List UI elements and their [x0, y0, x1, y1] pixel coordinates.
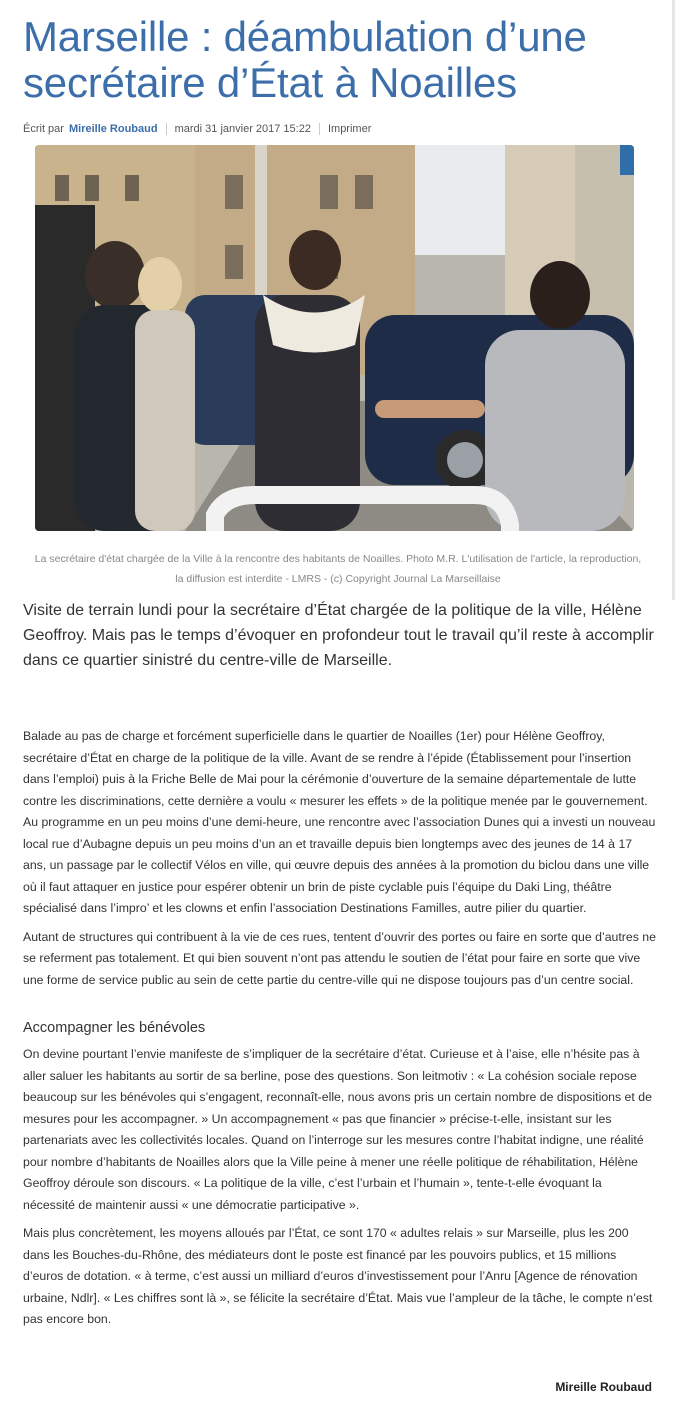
written-by-label: Écrit par	[23, 123, 64, 135]
article-body	[23, 726, 657, 1338]
author-link[interactable]: Mireille Roubaud	[68, 123, 158, 135]
body-paragraph: On devine pourtant l’envie manifeste de s’impliquer de la secrétaire d’état. Curieuse et à l’aise, elle n’hésite pas à aller saluer les habitants au sortir de sa berline, pose des questions. Son leitmotiv : « La cohésion sociale repose beaucoup sur les bénévoles qui s’engagent, reconnaît-elle, nous avons pris un certain nombre de dispositions et de mesures pour les accompagner. » Un accompagnement « pas que financier » précise-t-elle, insistant sur les partenariats avec les collectivités locales. Quand on l’interroge sur les mesures contre l’habitat indigne, une réalité pour nombre d’habitants de Noailles alors que la Ville peine à mener une réelle politique de réhabilitation, Hélène Geoffroy déroule son discours. « La politique de la ville, c’est l’urbain et l’humain », tente-t-elle évoquant la nécessité de maintenir aussi « une démocratie participative ».	[23, 1047, 652, 1212]
article	[23, 0, 655, 136]
caption-line: La secrétaire d'état chargée de la Ville à la rencontre des habitants de Noailles. Photo M.R. L'utilisation de l'article, la reproduction,	[34, 553, 642, 565]
meta-divider	[319, 123, 320, 135]
article-photo	[35, 145, 634, 531]
photo-caption	[23, 549, 653, 589]
photo-illustration	[35, 145, 634, 531]
author-signature: Mireille Roubaud	[555, 1380, 652, 1394]
body-paragraph: Mais plus concrètement, les moyens alloués par l’État, ce sont 170 « adultes relais » sur Marseille, plus les 200 dans les Bouches-du-Rhône, des médiateurs dont le poste est financé par les pouvoirs publics, et 15 millions d’euros de dotation. « à terme, c’est aussi un milliard d’euros d’investissement pour l’Anru [Agence de rénovation urbaine, Ndlr]. « Les chiffres sont là », se félicite la secrétaire d’État. Mais vue l’ampleur de la tâche, le compte n’est pas encore bon.	[23, 1226, 653, 1326]
section-heading: Accompagner les bénévoles	[23, 1020, 206, 1036]
article-title: Marseille : déambulation d’une secrétaire d’État à Noailles	[23, 13, 587, 106]
caption-line: la diffusion est interdite - LMRS - (c) Copyright Journal La Marseillaise	[175, 573, 501, 585]
print-link[interactable]: Imprimer	[327, 123, 372, 135]
meta-divider	[166, 123, 167, 135]
publish-date: mardi 31 janvier 2017 15:22	[174, 123, 311, 135]
body-paragraph: Balade au pas de charge et forcément superficielle dans le quartier de Noailles (1er) pour Hélène Geoffroy, secrétaire d’État en charge de la politique de la ville. Avant de se rendre à l’épide (Établissement pour l’insertion dans l’emploi) puis à la Friche Belle de Mai pour la cérémonie d’ouverture de la semaine départementale de lutte contre les discriminations, cette dernière a voulu « mesurer les effets » de la politique menée par le gouvernement. Au programme en un peu moins d’une demi-heure, une rencontre avec l’association Dunes qui a investi un nouveau local rue d’Aubagne depuis un peu moins d’un an et travaille depuis bien longtemps avec des jeunes de 14 à 17 ans, un passage par le collectif Vélos en ville, qui œuvre depuis des années à la promotion du biclou dans une ville où il faut attaquer en justice pour espérer obtenir un brin de piste cyclable puis l’équipe du Daki Ling, théâtre spécialisé dans l’impro’ et les clowns et enfin l’association Destinations Familles, autre pilier du quartier.	[23, 729, 656, 915]
article-lead: Visite de terrain lundi pour la secrétaire d’État chargée de la politique de la ville, Hélène Geoffroy. Mais pas le temps d’évoquer en profondeur tout le travail qu’il reste à accomplir dans ce quartier sinistré du centre-ville de Marseille.	[23, 602, 654, 669]
article-meta	[23, 122, 655, 136]
body-paragraph: Autant de structures qui contribuent à la vie de ces rues, tentent d’ouvrir des portes ou faire en sorte que d’autres ne se referment pas totalement. Et qui bien souvent n’ont pas attendu le soutien de l’état pour faire en sorte que vive une forme de service public au sein de cette partie du centre-ville qui ne dispose toujours pas d’un centre social.	[23, 929, 656, 987]
